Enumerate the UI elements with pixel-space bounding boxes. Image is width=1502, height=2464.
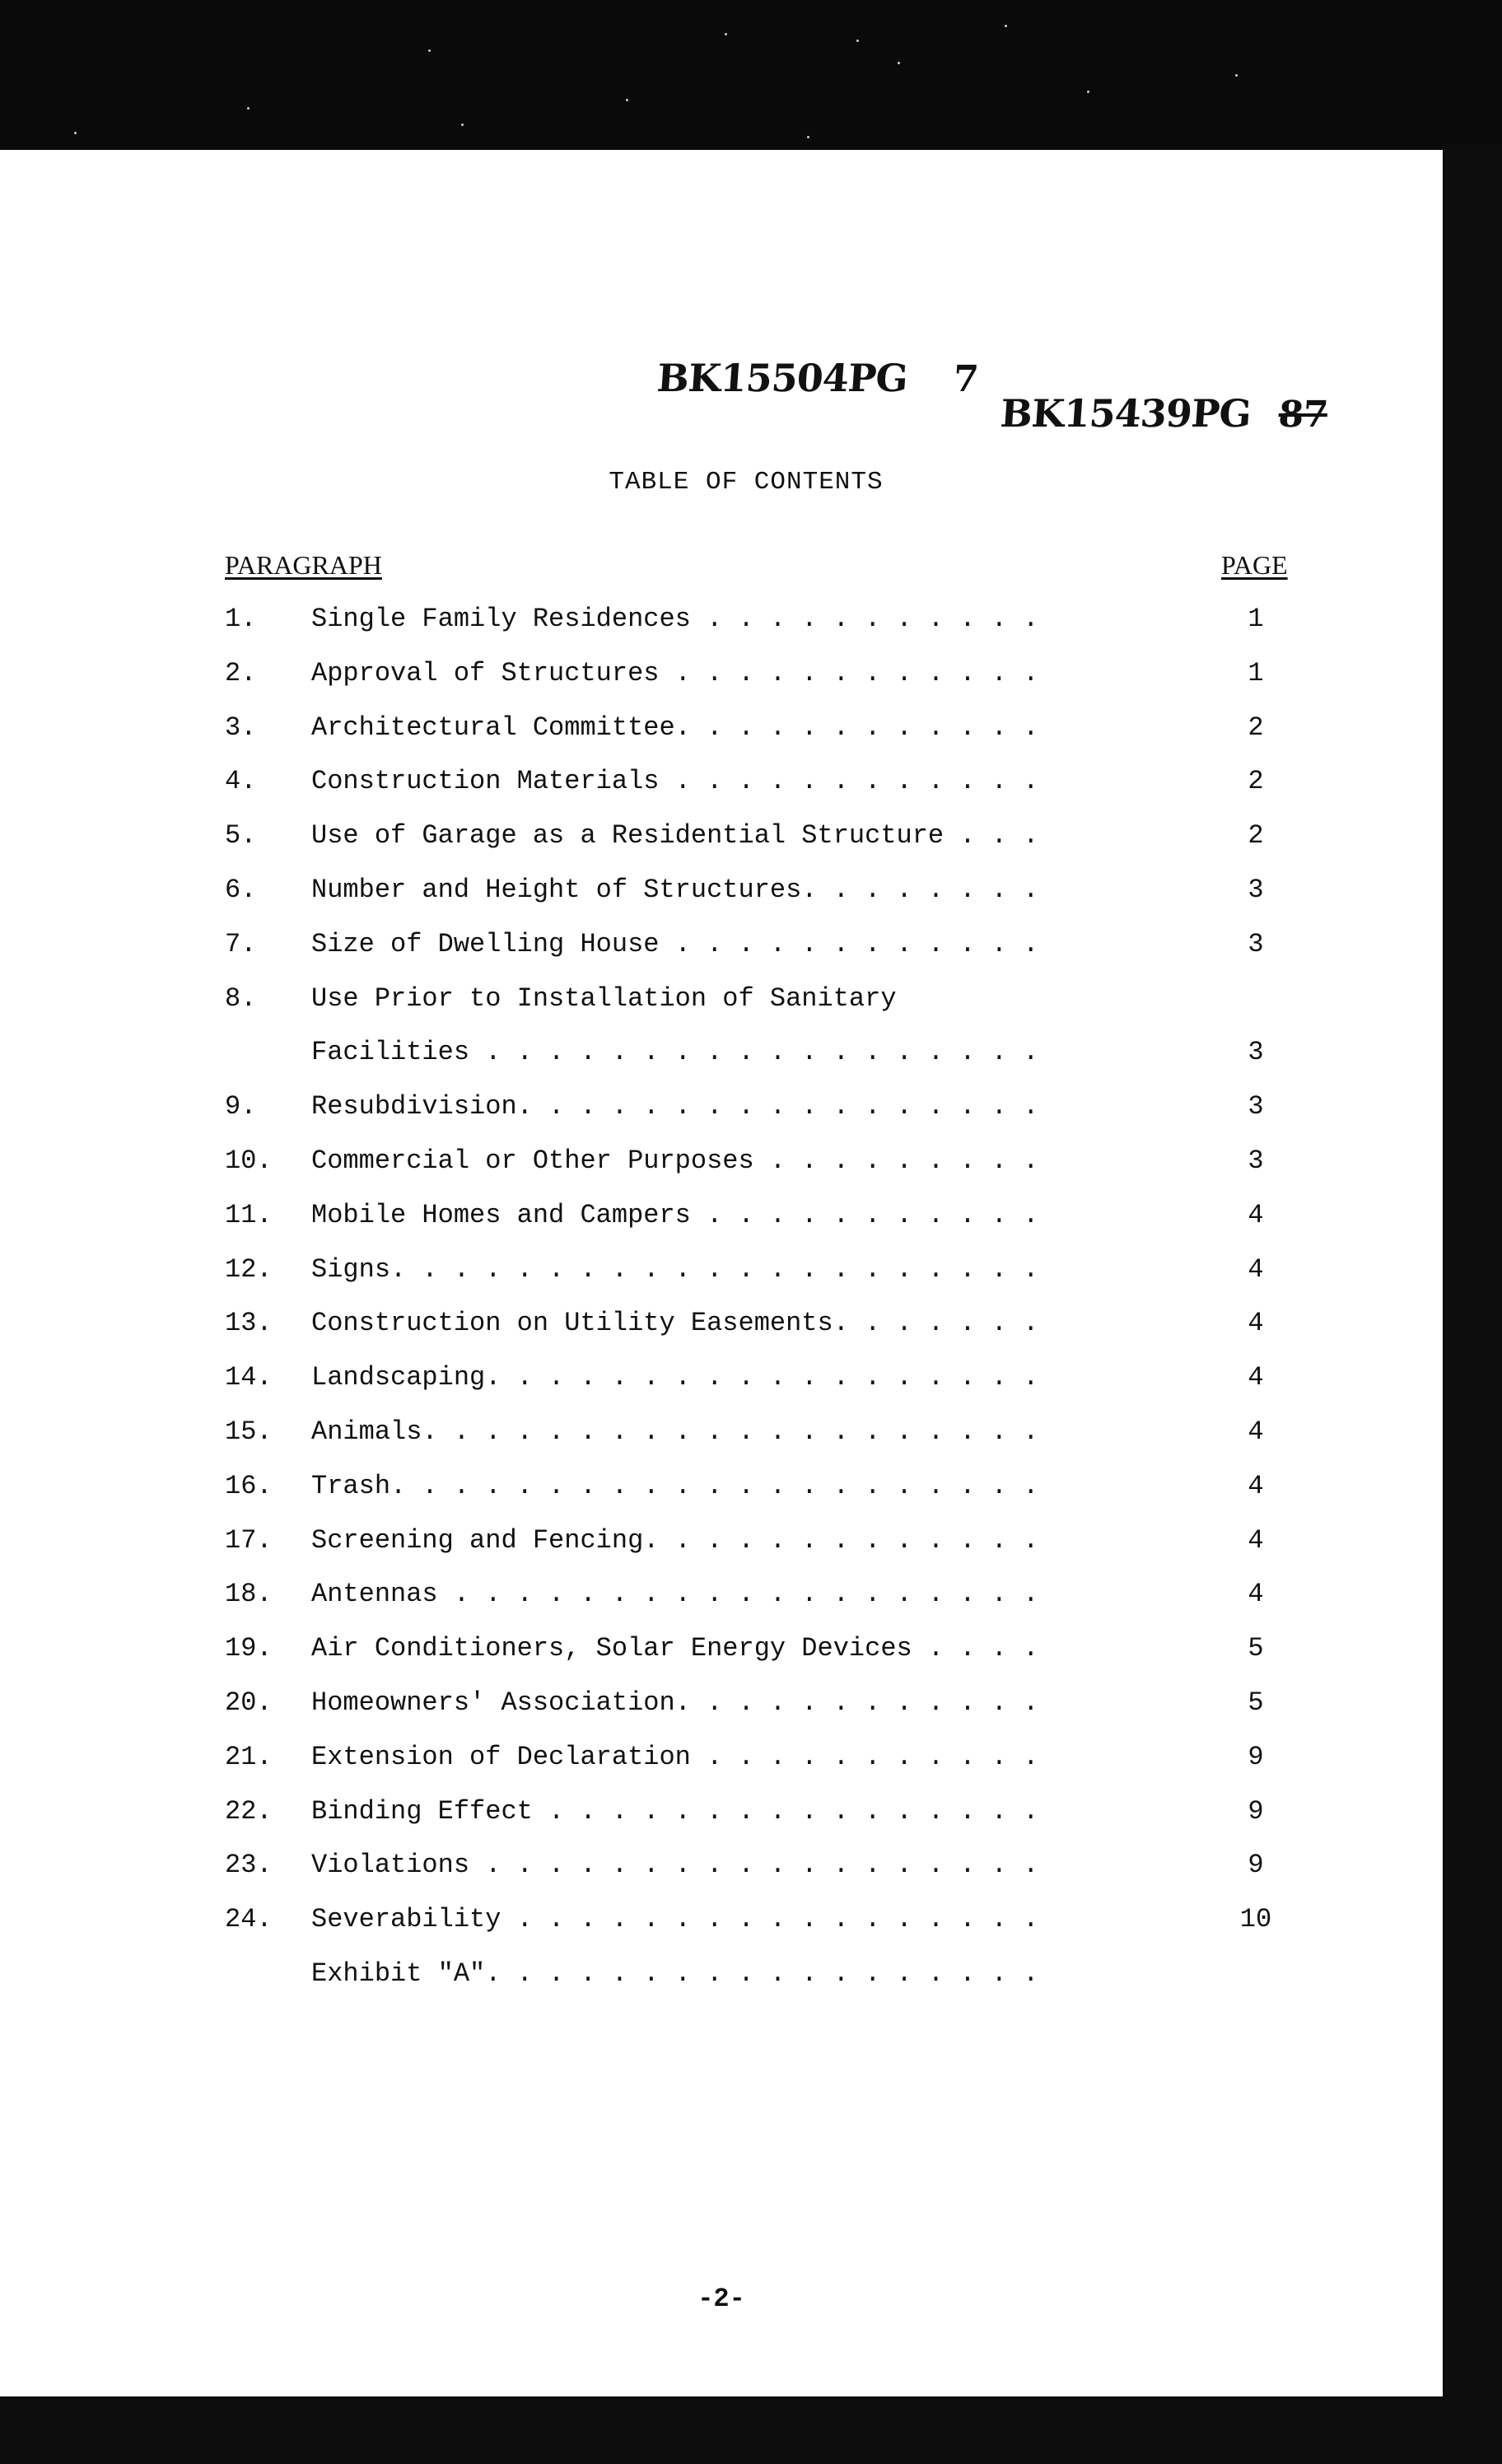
scan-speck <box>725 33 727 35</box>
toc-entry-title: Air Conditioners, Solar Energy Devices . . . . <box>311 1633 1039 1664</box>
scan-speck <box>1005 25 1007 27</box>
toc-entry <box>0 874 1443 928</box>
toc-entry-page: 3 <box>1248 875 1264 905</box>
toc-entry-title: Size of Dwelling House . . . . . . . . . . . . <box>311 928 1039 959</box>
recording-stamp-1 <box>655 356 979 400</box>
toc-entry <box>0 712 1443 766</box>
toc-entry-page: 4 <box>1248 1362 1264 1393</box>
toc-entry-title: Use of Garage as a Residential Structure . . . <box>311 820 1039 852</box>
toc-entry-title: Trash. . . . . . . . . . . . . . . . . . . . . <box>311 1470 1039 1501</box>
toc-entry <box>0 603 1443 657</box>
toc-entry-number: 24. <box>225 1904 273 1935</box>
toc-entry-number: 18. <box>225 1579 273 1610</box>
toc-entry <box>0 657 1443 712</box>
toc-entry-title: Severability . . . . . . . . . . . . . . . . . <box>311 1904 1039 1935</box>
stamp-page: 87 <box>1276 394 1329 436</box>
toc-entry-page: 4 <box>1248 1470 1264 1501</box>
toc-entry-page: 1 <box>1248 657 1264 688</box>
column-header-paragraph: PARAGRAPH <box>225 550 382 580</box>
toc-entry-number: 9. <box>225 1091 257 1122</box>
toc-entry-title: Use Prior to Installation of Sanitary <box>311 982 897 1014</box>
toc-entry-title: Construction Materials . . . . . . . . . . . . <box>311 766 1039 797</box>
toc-entry-number: 6. <box>225 875 257 905</box>
column-header-page: PAGE <box>1221 550 1288 580</box>
scan-speck <box>428 49 431 52</box>
toc-entry-number: 11. <box>225 1199 273 1230</box>
page-number: -2- <box>697 2284 745 2314</box>
toc-entry-number: 21. <box>225 1741 273 1772</box>
toc-entry-title: Exhibit "A". . . . . . . . . . . . . . . . . . <box>311 1958 1039 1989</box>
toc-entry <box>0 1145 1443 1199</box>
toc-entry <box>0 928 1443 982</box>
toc-entry-page: 10 <box>1239 1904 1272 1935</box>
toc-entry-title: Screening and Fencing. . . . . . . . . . . . . <box>311 1524 1039 1556</box>
toc-entry-number: 20. <box>225 1687 273 1718</box>
toc-entry-page: 2 <box>1248 820 1264 852</box>
toc-entry <box>0 1036 1443 1090</box>
toc-entry <box>0 1470 1443 1524</box>
toc-entry-title: Single Family Residences . . . . . . . . . . . <box>311 604 1039 634</box>
toc-entry-title: Landscaping. . . . . . . . . . . . . . . . . . <box>311 1362 1039 1393</box>
toc-entry-title: Binding Effect . . . . . . . . . . . . . . . . <box>311 1795 1039 1827</box>
toc-entry-number: 1. <box>225 604 257 634</box>
scan-border-top <box>0 0 1502 152</box>
toc-entry <box>0 1687 1443 1741</box>
toc-entry-page: 3 <box>1248 1146 1264 1176</box>
toc-entry-page: 4 <box>1248 1308 1264 1339</box>
toc-entry <box>0 819 1443 874</box>
toc-entry-page: 2 <box>1248 712 1264 743</box>
scan-speck <box>807 136 809 138</box>
toc-entry-number: 15. <box>225 1416 273 1447</box>
scan-speck <box>856 40 859 42</box>
toc-entry <box>0 1903 1443 1958</box>
toc-entry-page: 5 <box>1248 1687 1264 1718</box>
toc-entry-title: Mobile Homes and Campers . . . . . . . . . . . <box>311 1199 1039 1230</box>
toc-entry-title: Resubdivision. . . . . . . . . . . . . . . . . <box>311 1091 1039 1122</box>
toc-entry <box>0 1632 1443 1687</box>
scan-speck <box>1087 91 1089 93</box>
toc-entry <box>0 1578 1443 1632</box>
toc-entry-number: 16. <box>225 1470 273 1501</box>
toc-entry-title: Commercial or Other Purposes . . . . . . . . . <box>311 1146 1039 1176</box>
toc-entry-page: 3 <box>1248 928 1264 959</box>
toc-entry-page: 4 <box>1248 1253 1264 1285</box>
toc-entry <box>0 1307 1443 1361</box>
toc-entry-title: Number and Height of Structures. . . . . . . . <box>311 875 1039 905</box>
scan-speck <box>1235 74 1238 77</box>
scan-speck <box>74 132 77 134</box>
toc-entry-number: 19. <box>225 1633 273 1664</box>
toc-entry-number: 13. <box>225 1308 273 1339</box>
toc-entry <box>0 1524 1443 1579</box>
toc-entry <box>0 1795 1443 1850</box>
toc-entry-page: 3 <box>1248 1037 1264 1068</box>
toc-entry-title: Architectural Committee. . . . . . . . . . . . <box>311 712 1039 743</box>
toc-entry-title: Facilities . . . . . . . . . . . . . . . . . . <box>311 1037 1039 1068</box>
recording-stamp-2 <box>999 391 1329 436</box>
scan-speck <box>247 107 250 110</box>
toc-entry-title: Extension of Declaration . . . . . . . . . . . <box>311 1741 1039 1772</box>
toc-entry-number: 10. <box>225 1146 273 1176</box>
toc-entry <box>0 1849 1443 1903</box>
toc-entry-number: 2. <box>225 657 257 688</box>
toc-entry-title: Construction on Utility Easements. . . . . . . <box>311 1308 1039 1339</box>
toc-entry-number: 5. <box>225 820 257 852</box>
toc-entry <box>0 1090 1443 1145</box>
toc-entry-number: 3. <box>225 712 257 743</box>
toc-entry <box>0 1958 1443 2012</box>
toc-entry <box>0 982 1443 1037</box>
toc-entry-title: Animals. . . . . . . . . . . . . . . . . . . . <box>311 1416 1039 1447</box>
stamp-page: 7 <box>951 358 980 400</box>
stamp-book: BK15439PG <box>999 391 1252 436</box>
toc-entry-title: Antennas . . . . . . . . . . . . . . . . . . . <box>311 1579 1039 1610</box>
toc-entry-title: Homeowners' Association. . . . . . . . . . . . <box>311 1687 1039 1718</box>
page-title: TABLE OF CONTENTS <box>609 468 884 497</box>
toc-entry <box>0 1253 1443 1308</box>
toc-entry <box>0 1199 1443 1253</box>
toc-entry-title: Violations . . . . . . . . . . . . . . . . . . <box>311 1850 1039 1881</box>
toc-entry-title: Signs. . . . . . . . . . . . . . . . . . . . . <box>311 1253 1039 1285</box>
toc-entry-number: 8. <box>225 982 257 1014</box>
toc-entry-page: 3 <box>1248 1091 1264 1122</box>
toc-entry-page: 5 <box>1248 1633 1264 1664</box>
toc-entry-page: 4 <box>1248 1416 1264 1447</box>
scan-border-bottom <box>0 2396 1502 2464</box>
toc-entry-number: 17. <box>225 1524 273 1556</box>
toc-entry-page: 9 <box>1248 1741 1264 1772</box>
toc-entry-page: 4 <box>1248 1524 1264 1556</box>
scan-speck <box>461 124 464 126</box>
toc-entry-page: 4 <box>1248 1579 1264 1610</box>
toc-entry-title: Approval of Structures . . . . . . . . . . . . <box>311 657 1039 688</box>
toc-entry-page: 9 <box>1248 1850 1264 1881</box>
toc-entry-page: 1 <box>1248 604 1264 634</box>
toc-entry <box>0 1741 1443 1795</box>
toc-entry-number: 4. <box>225 766 257 797</box>
toc-entry-number: 14. <box>225 1362 273 1393</box>
toc-entry <box>0 1416 1443 1470</box>
scan-speck <box>898 62 900 64</box>
scan-speck <box>626 99 628 101</box>
toc-entry-number: 23. <box>225 1850 273 1881</box>
toc-entry-page: 4 <box>1248 1199 1264 1230</box>
toc-entry <box>0 765 1443 819</box>
toc-entry <box>0 1361 1443 1416</box>
toc-entry-number: 12. <box>225 1253 273 1285</box>
toc-entry-number: 7. <box>225 928 257 959</box>
toc-entry-number: 22. <box>225 1795 273 1827</box>
stamp-book: BK15504PG <box>655 356 909 400</box>
toc-entry-page: 9 <box>1248 1795 1264 1827</box>
toc-entry-page: 2 <box>1248 766 1264 797</box>
